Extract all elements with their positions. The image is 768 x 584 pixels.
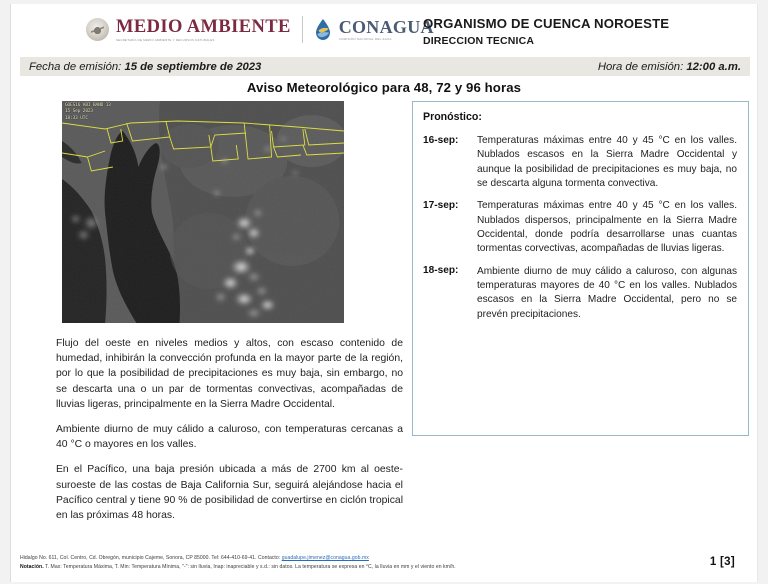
page-title: Aviso Meteorológico para 48, 72 y 96 horas (246, 80, 522, 95)
conagua-sublabel: COMISIÓN NACIONAL DEL AGUA (338, 37, 392, 42)
footer-address-line (20, 554, 750, 563)
forecast-day-label: 16-sep: (423, 134, 459, 146)
emission-date (29, 61, 261, 73)
emission-time-label: Hora de emisión: (597, 60, 684, 73)
forecast-entry (423, 134, 737, 191)
satellite-stamp-line3: 18:33 UTC (65, 115, 88, 121)
forecast-day-text: Temperaturas máximas entre 40 y 45 °C en los valles. Nublados dispersos, principalmente en la Sierra Madre Occidental, donde podría desarrollarse unas cuantas tormentas corvectivas, acompañadas de lluvias ligeras. (477, 200, 737, 255)
emission-date-label: Fecha de emisión: (29, 60, 122, 73)
medio-ambiente-label: MEDIO AMBIENTE (116, 16, 291, 37)
footer-notation-text: T. Max: Temperatura Máxima, T. Min: Temperatura Mínima, "-": sin lluvia, Inap: inapreciable y s.d.: sin datos. La temperatura se expresa en °C, la lluvia en mm y el viento en km/h. (43, 564, 456, 571)
forecast-title: Pronóstico: (423, 111, 482, 123)
forecast-entry (423, 265, 737, 322)
narrative-paragraph: En el Pacífico, una baja presión ubicada a más de 2700 km al oeste-suroeste de las costas de Baja California Sur, seguirá alejándose hacia el Pacífico central y tiene 90 % de posibilidad de convertirse en ciclón tropical en las próximas 48 horas. (56, 464, 403, 521)
emission-time (598, 61, 741, 73)
satellite-stamp-line2: 15 Sep 2023 (65, 109, 93, 115)
conagua-logo (314, 18, 434, 41)
logo-divider (302, 16, 303, 43)
satellite-timestamp-overlay (65, 103, 111, 122)
narrative-text-block (56, 336, 403, 533)
narrative-paragraph: Flujo del oeste en niveles medios y altos, con escaso contenido de humedad, inhibirán la convección profunda en la mayor parte de la región, por lo que la posibilidad de precipitaciones es muy baja, sin embargo, no se descarta una o un par de tormentas convectivas, acompañadas de lluvias ligeras, principalmente en la Sierra Madre Occidental. (56, 338, 403, 410)
forecast-day-label: 18-sep: (423, 265, 459, 277)
mexico-eagle-emblem-icon (86, 18, 109, 41)
organization-name: ORGANISMO DE CUENCA NOROESTE (423, 16, 670, 31)
footer-contact-email-link[interactable]: guadalupe.jimenez@conagua.gob.mx (281, 555, 369, 562)
forecast-entry (423, 199, 737, 256)
emission-date-value: 15 de septiembre de 2023 (124, 60, 262, 73)
satellite-image-panel (59, 98, 347, 326)
satellite-stamp-line1: GOES16 ABI BAND 13 (65, 103, 111, 108)
emission-bar (20, 57, 750, 76)
water-drop-icon (314, 18, 332, 41)
footer-notation-line (20, 563, 750, 572)
medio-ambiente-logo (86, 18, 291, 42)
medio-ambiente-sublabel: SECRETARÍA DE MEDIO AMBIENTE Y RECURSOS NATURALES (116, 37, 215, 42)
narrative-paragraph: Ambiente diurno de muy cálido a caluroso, con temperaturas cercanas a 40 °C o mayores en los valles. (56, 423, 403, 451)
document-footer (20, 554, 750, 572)
forecast-panel (412, 101, 749, 436)
organization-department: DIRECCION TECNICA (423, 34, 535, 47)
document-header (11, 4, 757, 57)
forecast-day-text: Temperaturas máximas entre 40 y 45 °C en los valles. Nublados escasos en la Sierra Madre Occidental y aunque la posibilidad de precipitaciones es muy baja, no se descarta alguna tormenta convectiva. (477, 135, 737, 189)
footer-notation-label: Notación. (20, 564, 44, 571)
conagua-label: CONAGUA (338, 16, 434, 37)
document-page (10, 4, 758, 582)
organization-title-block (423, 16, 669, 47)
forecast-day-text: Ambiente diurno de muy cálido a caluroso, con algunas temperaturas mayores de 40 °C en los valles. Nublados escasos en la Sierra Madre Occidental, pero no se prevén precipitaciones. (477, 265, 737, 320)
header-logos (86, 16, 434, 43)
footer-address-text: Hidalgo No. 611, Col. Centro, Cd. Obregón, municipio Cajeme, Sonora, CP 85000. Tel: 644-410-69-41. Contacto: (20, 555, 282, 562)
emission-time-value: 12:00 a.m. (686, 60, 741, 73)
satellite-image (62, 101, 344, 323)
page-number: 1 [3] (709, 556, 735, 568)
forecast-day-label: 17-sep: (423, 199, 459, 211)
